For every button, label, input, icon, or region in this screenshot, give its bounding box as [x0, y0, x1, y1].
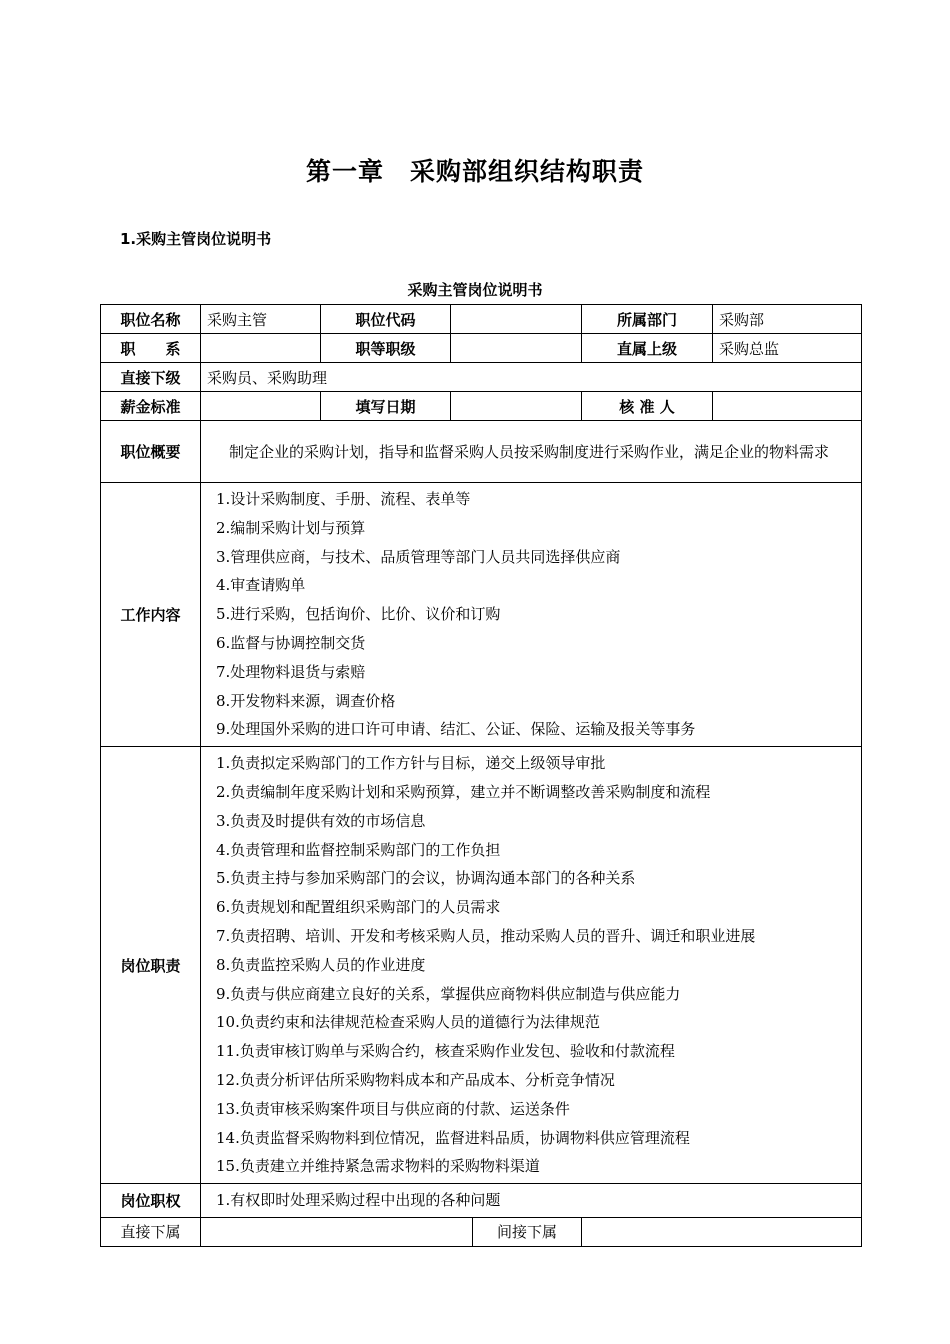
- list-item: 4.审查请购单: [216, 576, 306, 595]
- list-item: 12.负责分析评估所采购物料成本和产品成本、分析竞争情况: [216, 1070, 615, 1089]
- table-row: [101, 392, 862, 421]
- grade-value[interactable]: [451, 334, 582, 363]
- approver-label: 核 准 人: [582, 392, 713, 421]
- list-item: 9.处理国外采购的进口许可申请、结汇、公证、保险、运输及报关等事务: [216, 720, 696, 739]
- list-item: 7.负责招聘、培训、开发和考核采购人员，推动采购人员的晋升、调迁和职业进展: [216, 926, 756, 945]
- direct-superior-value[interactable]: 采购总监: [713, 334, 862, 363]
- list-item: 2.编制采购计划与预算: [216, 518, 366, 537]
- indirect-subordinates-label: 间接下属: [473, 1217, 582, 1246]
- section-title: 1.采购主管岗位说明书: [120, 230, 272, 248]
- list-item: 7.处理物料退货与索赔: [216, 662, 366, 681]
- position-code-label: 职位代码: [321, 305, 451, 334]
- position-code-value[interactable]: [451, 305, 582, 334]
- list-item: 9.负责与供应商建立良好的关系，掌握供应商物料供应制造与供应能力: [216, 984, 681, 1003]
- list-item: 8.负责监控采购人员的作业进度: [216, 955, 426, 974]
- authority-label: 岗位职权: [101, 1184, 201, 1218]
- job-family-value[interactable]: [201, 334, 321, 363]
- authority-text: [201, 1184, 862, 1218]
- list-item: 3.管理供应商，与技术、品质管理等部门人员共同选择供应商: [216, 547, 621, 566]
- table-row: [101, 1217, 862, 1246]
- list-item: 13.负责审核采购案件项目与供应商的付款、运送条件: [216, 1099, 570, 1118]
- list-item: 15.负责建立并维持紧急需求物料的采购物料渠道: [216, 1157, 540, 1176]
- list-item: 11.负责审核订购单与采购合约，核查采购作业发包、验收和付款流程: [216, 1042, 675, 1061]
- grade-label: 职等职级: [321, 334, 451, 363]
- table-row: [101, 334, 862, 363]
- chapter-title: 第一章 采购部组织结构职责: [305, 157, 644, 186]
- list-item: 2.负责编制年度采购计划和采购预算，建立并不断调整改善采购制度和流程: [216, 782, 711, 801]
- list-item: 1.设计采购制度、手册、流程、表单等: [216, 490, 471, 508]
- list-item: 1.有权即时处理采购过程中出现的各种问题: [216, 1191, 501, 1210]
- job-family-label: 职 系: [101, 334, 201, 363]
- indirect-subordinates-value[interactable]: [582, 1217, 862, 1246]
- table-row: [101, 483, 862, 747]
- list-item: 10.负责约束和法律规范检查采购人员的道德行为法律规范: [216, 1013, 600, 1032]
- list-item: 6.负责规划和配置组织采购部门的人员需求: [216, 898, 501, 917]
- table-row: [101, 305, 862, 334]
- summary-text: 制定企业的采购计划，指导和监督采购人员按采购制度进行采购作业，满足企业的物料需求: [201, 421, 862, 483]
- direct-reports-label: 直接下级: [101, 363, 201, 392]
- salary-value[interactable]: [201, 392, 321, 421]
- approver-value[interactable]: [713, 392, 862, 421]
- position-name-value[interactable]: 采购主管: [201, 305, 321, 334]
- job-description-table: [100, 304, 862, 1247]
- list-item: 3.负责及时提供有效的市场信息: [216, 811, 426, 830]
- list-item: 4.负责管理和监督控制采购部门的工作负担: [216, 840, 501, 859]
- list-item: 6.监督与协调控制交货: [216, 633, 366, 652]
- department-label: 所属部门: [582, 305, 713, 334]
- work-content-list: [201, 483, 862, 747]
- list-item: 1.负责拟定采购部门的工作方针与目标，递交上级领导审批: [216, 754, 606, 773]
- fill-date-value[interactable]: [451, 392, 582, 421]
- list-item: 5.负责主持与参加采购部门的会议，协调沟通本部门的各种关系: [216, 869, 636, 888]
- summary-label: 职位概要: [101, 421, 201, 483]
- direct-superior-label: 直属上级: [582, 334, 713, 363]
- table-row: [101, 421, 862, 483]
- salary-label: 薪金标准: [101, 392, 201, 421]
- table-caption: 采购主管岗位说明书: [407, 281, 543, 299]
- fill-date-label: 填写日期: [321, 392, 451, 421]
- table-row: [101, 1184, 862, 1218]
- department-value[interactable]: 采购部: [713, 305, 862, 334]
- direct-reports-value[interactable]: 采购员、采购助理: [201, 363, 862, 392]
- list-item: 8.开发物料来源，调查价格: [216, 691, 396, 710]
- table-row: [101, 747, 862, 1184]
- list-item: 5.进行采购，包括询价、比价、议价和订购: [216, 605, 501, 624]
- table-row: [101, 363, 862, 392]
- direct-subordinates-label: 直接下属: [101, 1217, 201, 1246]
- duties-label: 岗位职责: [101, 747, 201, 1184]
- duties-list: [201, 747, 862, 1184]
- work-content-label: 工作内容: [101, 483, 201, 747]
- direct-subordinates-value[interactable]: [201, 1217, 473, 1246]
- position-name-label: 职位名称: [101, 305, 201, 334]
- list-item: 14.负责监督采购物料到位情况，监督进料品质，协调物料供应管理流程: [216, 1128, 690, 1147]
